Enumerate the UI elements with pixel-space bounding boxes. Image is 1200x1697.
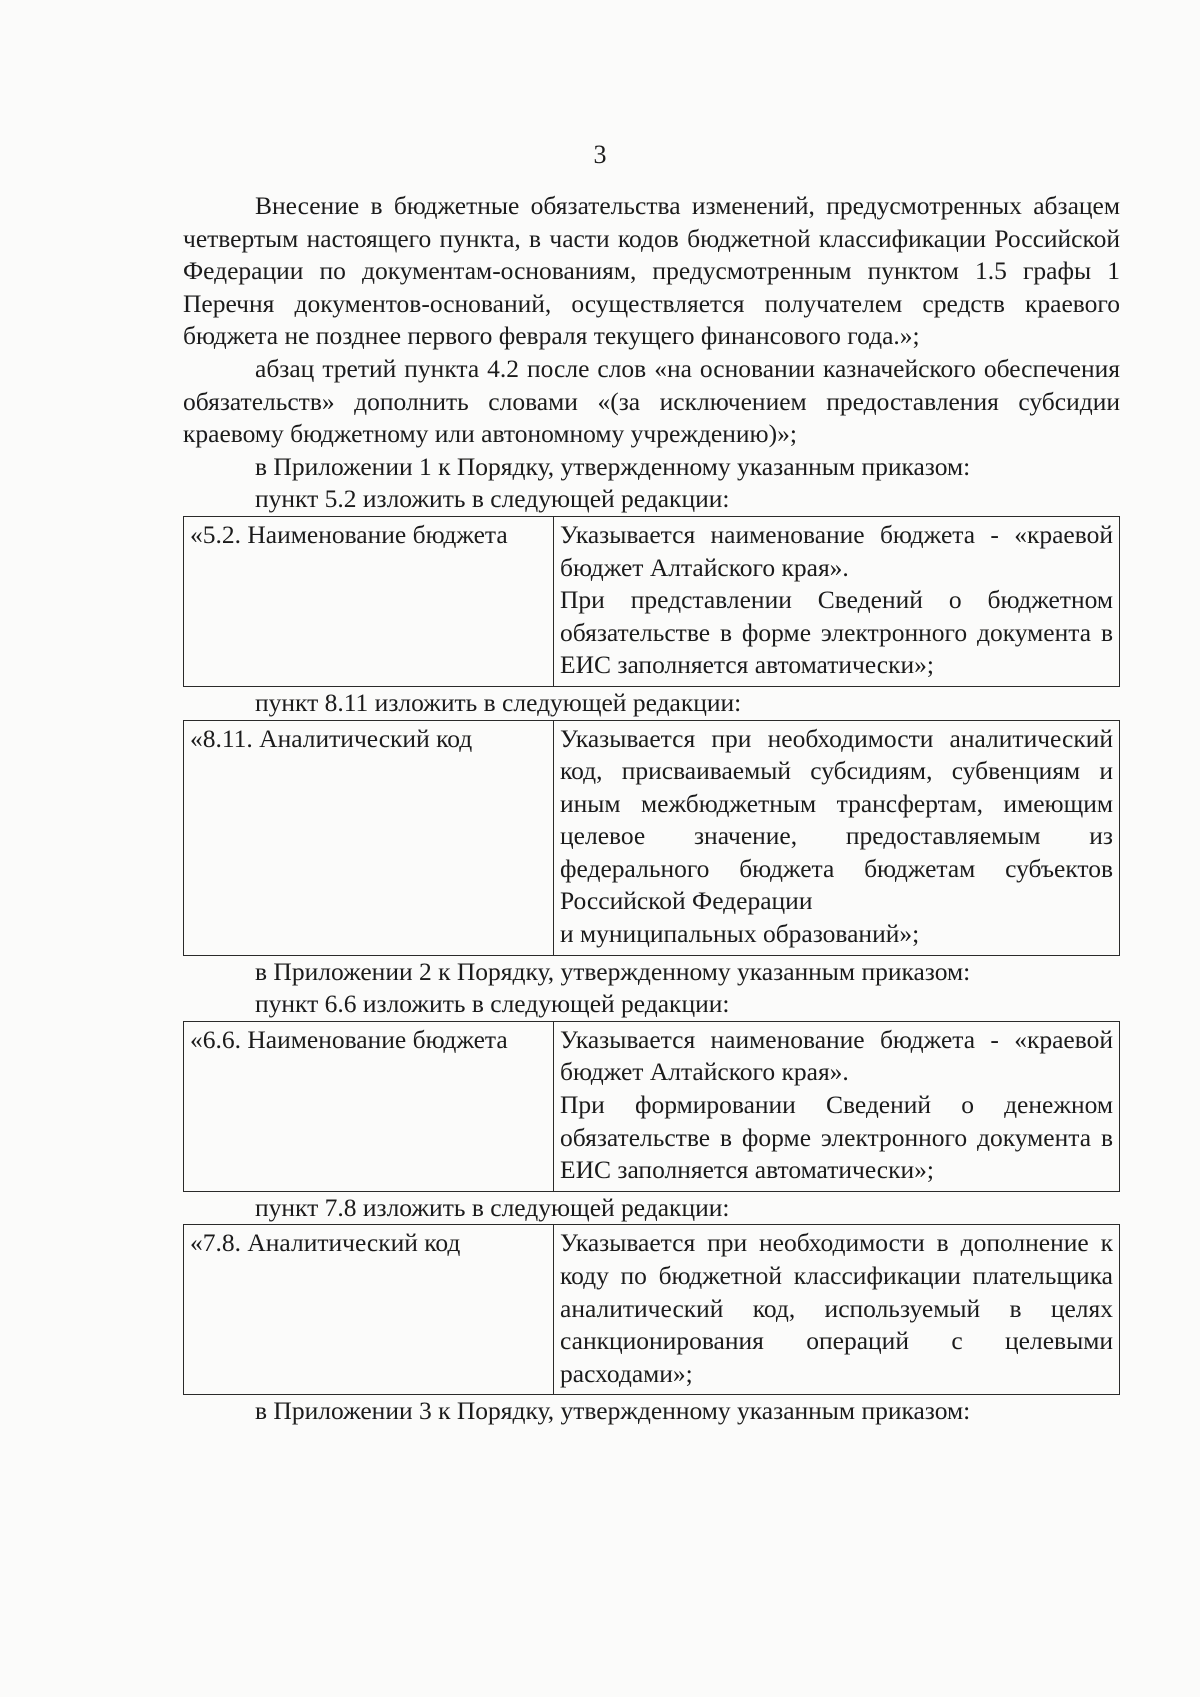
table-item-8-11 <box>183 720 1120 956</box>
table-row <box>184 1021 1120 1191</box>
table-item-5-2 <box>183 516 1120 687</box>
appendix-1-intro: в Приложении 1 к Порядку, утвержденному указанным приказом: <box>255 451 971 481</box>
appendix-3-intro: в Приложении 3 к Порядку, утвержденному указанным приказом: <box>255 1396 971 1426</box>
paragraph-budget-changes: Внесение в бюджетные обязательства изменений, предусмотренных абзацем четвертым настоящего пункта, в части кодов бюджетной классификации Российской Федерации по документам-основаниям, предусмотренным пунктом 1.5 графы 1 Перечня документов-оснований, осуществляется получателем средств краевого бюджета не позднее первого февраля текущего финансового года.»; <box>183 191 1120 351</box>
description-text: Указывается при необходимости в дополнение к коду по бюджетной классификации плательщика аналитический код, используемый в целях санкционирования операций с целевыми расходами»; <box>560 1228 1113 1388</box>
page-number: 3 <box>593 140 607 169</box>
paragraph-4-2-amendment: абзац третий пункта 4.2 после слов «на основании казначейского обеспечения обязательств» дополнить словами «(за исключением предоставления субсидии краевому бюджетному или автономному учреждению)»; <box>183 353 1120 449</box>
item-6-6-intro: пункт 6.6 изложить в следующей редакции: <box>255 989 730 1019</box>
field-name-cell: «6.6. Наименование бюджета <box>184 1021 554 1191</box>
table-row <box>184 720 1120 955</box>
description-text: Указывается наименование бюджета - «краевой бюджет Алтайского края». <box>560 519 1113 582</box>
field-description-cell <box>554 1225 1120 1395</box>
description-text: и муниципальных образований»; <box>560 919 920 949</box>
field-name-cell: «5.2. Наименование бюджета <box>184 516 554 686</box>
description-text: При представлении Сведений о бюджетном обязательстве в форме электронного документа в ЕИС заполняется автоматически»; <box>560 585 1113 680</box>
field-name-cell: «8.11. Аналитический код <box>184 720 554 955</box>
table-item-6-6 <box>183 1021 1120 1192</box>
document-body <box>183 190 1120 1428</box>
field-description-cell <box>554 1021 1120 1191</box>
appendix-2-intro: в Приложении 2 к Порядку, утвержденному указанным приказом: <box>255 956 971 986</box>
table-row <box>184 1225 1120 1395</box>
description-text: Указывается при необходимости аналитический код, присваиваемый субсидиям, субвенциям и иным межбюджетным трансфертам, имеющим целевое значение, предоставляемым из федерального бюджета бюджетам субъектов Российской Федерации <box>560 723 1113 916</box>
item-5-2-intro: пункт 5.2 изложить в следующей редакции: <box>255 484 730 514</box>
description-text: Указывается наименование бюджета - «краевой бюджет Алтайского края». <box>560 1024 1113 1087</box>
field-description-cell <box>554 720 1120 955</box>
item-8-11-intro: пункт 8.11 изложить в следующей редакции: <box>255 687 742 717</box>
field-description-cell <box>554 516 1120 686</box>
item-7-8-intro: пункт 7.8 изложить в следующей редакции: <box>255 1192 730 1222</box>
description-text: При формировании Сведений о денежном обязательстве в форме электронного документа в ЕИС заполняется автоматически»; <box>560 1090 1113 1185</box>
table-item-7-8 <box>183 1224 1120 1395</box>
field-name-cell: «7.8. Аналитический код <box>184 1225 554 1395</box>
table-row <box>184 516 1120 686</box>
